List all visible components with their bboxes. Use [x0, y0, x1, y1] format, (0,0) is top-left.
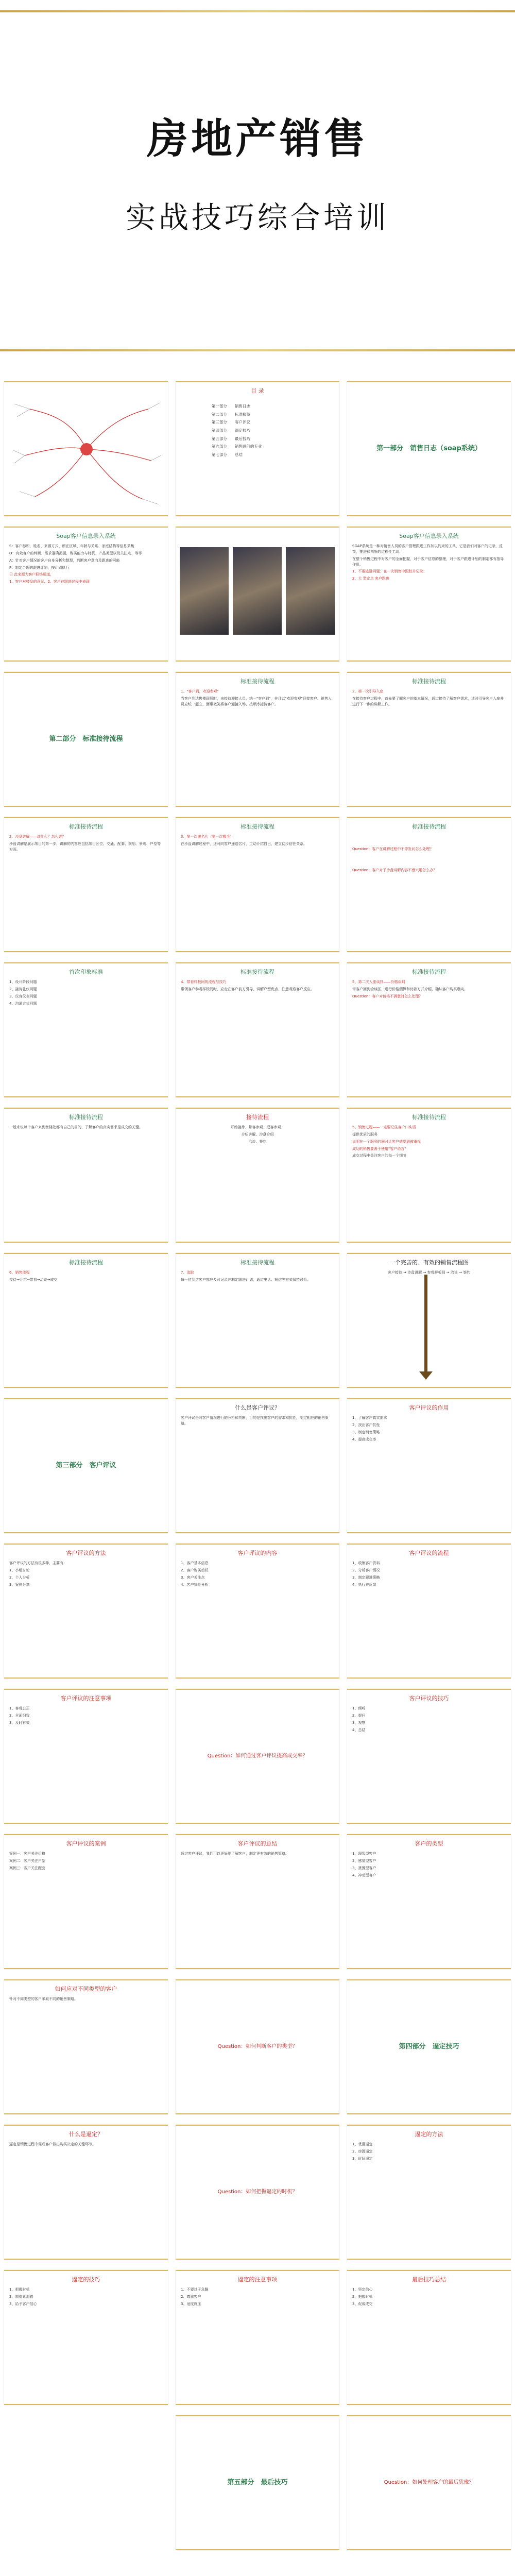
slide-row — [4, 2270, 511, 2405]
slide-text: 2、感情型客户 — [352, 1858, 376, 1863]
slide-text: 针对不同类型的客户采取不同的销售策略。 — [9, 1997, 78, 2002]
slide-text: 开始接待、带客参观、逛客参观、 — [230, 1125, 285, 1130]
slide-section-2 — [4, 672, 168, 807]
slide-title: 最后技巧总结 — [412, 2276, 446, 2283]
slide-text: 1、客观公正 — [9, 1706, 30, 1711]
slide-text: 4、执行并反馈 — [352, 1582, 376, 1587]
slide-flow-summary — [176, 1108, 339, 1243]
question-text: Question：如何通过客户评议提高成交率？ — [207, 1753, 308, 1759]
slide-toc — [176, 381, 339, 516]
slide-text: 1、设计阶段问题 — [9, 980, 37, 985]
slide-section-4 — [347, 1979, 511, 2114]
question-text: Question：客户对于沙盘讲解内容不感兴趣怎么办？ — [352, 868, 437, 872]
slide-question-4 — [347, 2415, 511, 2550]
toc-item: 第六部分 销售顾问的专业 — [212, 444, 262, 449]
toc-item: 第四部分 逼定技巧 — [212, 428, 250, 433]
slide-photos — [176, 527, 339, 662]
slide-reception-9 — [347, 1108, 511, 1243]
slide-text: 每一位到访客户都应及时记录并制定跟进计划，通过电话、短信等方式保持联系。 — [181, 1277, 311, 1282]
slide-text: 2、分析客户情况 — [352, 1568, 380, 1572]
slide-text: 案例二：客户关注户型 — [9, 1858, 45, 1863]
slide-highlight: 日 此来源为客户联络通道， — [9, 572, 54, 577]
question-text: Question：如何处理客户的最后犹豫？ — [384, 2480, 474, 2486]
slide-text: 案例一：客户关注价格 — [9, 1852, 45, 1856]
slide-text: 2、房源逼定 — [352, 2149, 373, 2154]
slide-text: 3、犹豫型客户 — [352, 1866, 376, 1870]
slide-row — [4, 1253, 511, 1388]
slide-text: 1、理智型客户 — [352, 1852, 376, 1856]
slide-text: 3、适度施压 — [181, 2301, 201, 2306]
slide-section-1 — [347, 381, 511, 516]
question-text: Question：客户对价格不满意时怎么处理？ — [352, 994, 423, 998]
slide-text: 1、优惠逼定 — [352, 2142, 373, 2147]
slide-text: 3、制定跟进策略 — [352, 1575, 380, 1580]
slide-text: 洽谈、签约 — [248, 1139, 267, 1144]
slide-question-1 — [176, 1689, 339, 1824]
slide-title: 标准接待流程 — [412, 969, 446, 975]
slide-review-10 — [347, 1834, 511, 1969]
cover-title: 房地产销售 — [147, 115, 368, 163]
section-title: 第五部分 最后技巧 — [227, 2478, 288, 2486]
slide-row — [4, 1979, 511, 2114]
mindmap-diagram — [9, 388, 164, 510]
slide-text: 说明在一个服务的同时让客户感觉到被重视 — [352, 1139, 421, 1144]
slide-close-4 — [176, 2270, 339, 2405]
slide-review-1 — [176, 1398, 339, 1533]
slide-row — [4, 1398, 511, 1533]
cover-subtitle: 实战技巧综合培训 — [125, 200, 389, 235]
slide-reception-4 — [176, 817, 339, 952]
slide-text: 成功的销售要善于使用"客户语言" — [352, 1146, 406, 1151]
slide-reception-8 — [4, 1108, 168, 1243]
slide-text: 3、客户关注点 — [181, 1575, 205, 1580]
slide-title: 接待流程 — [246, 1114, 269, 1121]
slide-text: 4、总结 — [352, 1727, 366, 1732]
slide-text: O：有效客户的判断、需求准确把握，购买能力与时机、产品类型以及关注点、等等 — [9, 551, 142, 555]
slide-text: 逼定是销售过程中促成客户做出购买决定的关键环节。 — [9, 2142, 96, 2147]
slide-text: 1、倾听 — [352, 1706, 366, 1711]
slide-text: 4、带看样板间的流程与技巧 — [181, 980, 227, 985]
slide-text: 2、找出客户抗性 — [352, 1422, 380, 1427]
slide-title: Soap客户信息录入系统 — [399, 533, 459, 539]
slide-text: 4、提高成交率 — [352, 1437, 376, 1442]
slide-highlight: 1、客户对楼盘的意见、2、客户在跟进过程中表现 — [9, 580, 90, 584]
slide-title: 标准接待流程 — [241, 969, 274, 975]
toc-title: 目 录 — [251, 387, 264, 394]
toc-item: 第一部分 销售日志 — [212, 404, 250, 409]
slide-review-6 — [4, 1689, 168, 1824]
slide-flowchart — [347, 1253, 511, 1388]
slide-text: 2、接待礼仪问题 — [9, 987, 37, 991]
slide-text: 3、案例分享 — [9, 1582, 30, 1587]
slide-text: 6、销售流程 — [9, 1270, 30, 1275]
slide-text: 1、把握时机 — [9, 2287, 30, 2292]
slide-title: 逼定的技巧 — [72, 2276, 100, 2283]
slide-mindmap — [4, 381, 168, 516]
slide-text: 带客户回到洽谈区，进行价格测算和付款方式介绍，确认客户购买意向。 — [352, 987, 468, 991]
slide-text: 5、销售过程——一定要记住客户口头语 — [352, 1125, 416, 1130]
slide-text: 3、观察 — [352, 1720, 366, 1725]
slide-text: 2、客户购买动机 — [181, 1568, 209, 1572]
slide-title: 客户评议的方法 — [66, 1550, 106, 1556]
toc-item: 第五部分 最后技巧 — [212, 436, 250, 441]
slide-question-3 — [176, 2125, 339, 2260]
slide-text: 1、了解客户真实需求 — [352, 1416, 387, 1420]
slide-reception-10 — [4, 1253, 168, 1388]
slide-title: 标准接待流程 — [69, 823, 103, 830]
photo — [180, 547, 229, 635]
slide-highlight: 2、大 型定点 客户跟进 — [352, 577, 389, 581]
slide-title: 如何应对不同类型的客户 — [55, 1986, 117, 1992]
slide-text: 1、客户基本信息 — [181, 1561, 209, 1566]
slide-text: 在整个销售过程中对客户的全面把握，对于客户信息的整理，对于客户跟进计划的制定都有指导作用。 — [352, 556, 504, 567]
slide-title: 标准接待流程 — [69, 1259, 103, 1266]
slide-row — [4, 1108, 511, 1243]
slide-text: 2、把握时机 — [352, 2294, 373, 2299]
slide-close-5 — [347, 2270, 511, 2405]
slide-text: 接待→介绍→带看→洽谈→成交 — [9, 1277, 58, 1282]
photo — [233, 547, 282, 635]
slide-title: 客户的类型 — [415, 1840, 443, 1847]
slide-reception-11 — [176, 1253, 339, 1388]
toc-item: 第二部分 标准接待 — [212, 412, 250, 417]
slide-text: 3、促成成交 — [352, 2301, 373, 2306]
slide-review-5 — [347, 1544, 511, 1679]
slide-text: 在沙盘讲解过程中，适时向客户递送名片，主动介绍自己，建立初步信任关系。 — [181, 841, 307, 846]
slide-title: 客户评议的流程 — [409, 1550, 449, 1556]
slide-reception-2 — [347, 672, 511, 807]
slide-close-1 — [4, 2125, 168, 2260]
slide-text: 1、"客户到，欢迎参观" — [181, 689, 219, 694]
slide-review-2 — [347, 1398, 511, 1533]
section-title: 第三部分 客户评议 — [56, 1461, 116, 1469]
slide-row — [4, 527, 511, 662]
slide-row — [4, 962, 511, 1097]
slide-title: 逼定的方法 — [415, 2131, 443, 2138]
slide-text: 客户评议的方法有很多种，主要有： — [9, 1561, 67, 1566]
question-text: Question：客户在讲解过程中不停发问怎么处理？ — [352, 847, 434, 852]
slide-title: 首次印象标准 — [69, 969, 103, 975]
slide-text: A：针对客户情况的客户自身分析和整理，判断客户意向及跟进的可能 — [9, 558, 120, 563]
slide-text: P：制定合理的跟进计划，按计划执行 — [9, 565, 70, 570]
slide-text: 2、沙盘讲解——讲什么？怎么讲？ — [9, 835, 66, 839]
section-title: 第四部分 逼定技巧 — [399, 2042, 459, 2050]
slide-title: 什么是客户评议？ — [235, 1404, 280, 1411]
slide-title: 标准接待流程 — [412, 1114, 446, 1121]
slide-text: 当客户到达售楼现场时，由接待迎接人员，统一"客户到"，并且以"欢迎参观"迎接客户。销售人员应统一起立，面带微笑将客户迎接入场，按顺序接待客户。 — [181, 696, 332, 706]
slide-title: 客户评议的案例 — [66, 1840, 106, 1847]
slide-highlight: 1、不要逃避问题；在一次销售中跟踪并记录； — [352, 569, 427, 574]
slide-row — [4, 672, 511, 807]
slide-text: 带领客户参观样板间时，应走在客户前方引导，讲解户型优点，注意观察客户反应。 — [181, 987, 314, 991]
slide-row — [4, 1544, 511, 1679]
slide-title: 一个完善的、有效的销售流程图 — [389, 1259, 469, 1266]
slide-text: 3、第一次递名片（第一次握手） — [181, 835, 234, 839]
slide-text: 一般来说每个客户来到售楼处都有自己的目的，了解客户的真实需求是成交的关键。 — [9, 1125, 143, 1130]
slide-text: 成交过程中关注客户的每一个细节 — [352, 1154, 406, 1158]
slide-text: 在接待客户过程中，首先要了解客户的基本情况，通过接待了解客户需求，适时引导客户入座并进行下一步的讲解工作。 — [352, 696, 504, 706]
slide-text: 4、客户抗性分析 — [181, 1582, 209, 1587]
slide-review-7 — [347, 1689, 511, 1824]
section-title: 第二部分 标准接待流程 — [49, 735, 123, 743]
section-title: 第一部分 销售日志（soap系统） — [376, 444, 482, 452]
slide-first-impression — [4, 962, 168, 1097]
slide-text: 提供优质的服务 — [352, 1132, 377, 1137]
slide-text: 2、第一次引导入座 — [352, 689, 384, 694]
slide-text: 2、全面细致 — [9, 1713, 30, 1718]
slide-close-2 — [347, 2125, 511, 2260]
slide-reception-5 — [347, 817, 511, 952]
slide-text: 3、时间逼定 — [352, 2156, 373, 2161]
slide-row — [4, 817, 511, 952]
slide-row — [4, 1689, 511, 1824]
slide-text: 3、仪容仪表问题 — [9, 994, 37, 998]
slide-reception-7 — [347, 962, 511, 1097]
question-text: Question：如何判断客户的类型？ — [217, 2044, 298, 2050]
slide-reception-1 — [176, 672, 339, 807]
slide-text: 案例三：客户关注配套 — [9, 1866, 45, 1870]
slide-title: 标准接待流程 — [241, 678, 274, 685]
cover-slide — [0, 0, 515, 363]
slide-close-3 — [4, 2270, 168, 2405]
slide-section-5 — [176, 2415, 339, 2550]
photo — [286, 547, 335, 635]
toc-item: 第七部分 总结 — [212, 452, 243, 457]
slide-soap-1 — [4, 527, 168, 662]
slide-text: 客户评议是对客户情况进行的分析和判断，目的是找出客户的需求和抗性，制定相应的销售策略。 — [181, 1416, 329, 1426]
slide-review-3 — [4, 1544, 168, 1679]
slide-text: 2、制造紧迫感 — [9, 2294, 33, 2299]
slide-title: 什么是逼定？ — [69, 2131, 103, 2138]
toc-item: 第三部分 客户评议 — [212, 420, 250, 425]
slide-reception-6 — [176, 962, 339, 1097]
slide-text: 4、冲动型客户 — [352, 1873, 376, 1877]
slide-text: S：客户标识，姓名、来源方式、所在区域、年龄与关系、家庭结构等信息采集 — [9, 544, 134, 549]
slide-title: 标准接待流程 — [412, 823, 446, 830]
down-arrow-icon — [424, 1275, 427, 1372]
slide-row — [4, 381, 511, 516]
slide-title: 标准接待流程 — [241, 823, 274, 830]
slide-title: 标准接待流程 — [69, 1114, 103, 1121]
slide-text: 3、给予客户信心 — [9, 2301, 37, 2306]
slide-review-8 — [4, 1834, 168, 1969]
slide-title: 客户评议的总结 — [237, 1840, 278, 1847]
slide-title: 客户评议的技巧 — [409, 1695, 449, 1702]
slide-text: 1、坚定信心 — [352, 2287, 373, 2292]
slide-text: 5、第二次入座谈判——价格谈判 — [352, 980, 405, 985]
slide-review-4 — [176, 1544, 339, 1679]
slide-reception-3 — [4, 817, 168, 952]
slide-title: 标准接待流程 — [241, 1259, 274, 1266]
slide-question-2 — [176, 1979, 339, 2114]
gold-divider — [0, 10, 515, 12]
question-text: Question：如何把握逼定的时机？ — [217, 2189, 298, 2195]
slide-review-9 — [176, 1834, 339, 1969]
slide-review-11 — [4, 1979, 168, 2114]
slide-title: 客户评议的作用 — [409, 1404, 449, 1411]
slide-text: 1、收集客户资料 — [352, 1561, 380, 1566]
slide-text: 沙盘讲解是展示项目的第一步，讲解的内容应包括项目区位、交通、配套、规划、景观、户型等方面。 — [9, 841, 161, 852]
slide-text: 2、提问 — [352, 1713, 366, 1718]
slide-title: Soap客户信息录入系统 — [56, 533, 116, 539]
slide-row — [4, 2415, 511, 2550]
slide-text: 2、个人分析 — [9, 1575, 30, 1580]
slide-text: SOAP系统是一种对销售人员的客户管理跟进工作加以约束的工具，它是我们对客户的记录，反馈，推进和判断的过程性工具； — [352, 544, 503, 554]
gold-divider — [0, 349, 515, 351]
slide-text: 3、制定销售策略 — [352, 1430, 380, 1434]
slide-text: 7、追踪 — [181, 1270, 194, 1275]
slide-text: 客户接待 → 沙盘讲解 → 参观样板间 → 洽谈 → 签约 — [387, 1270, 471, 1275]
slide-text: 2、尊重客户 — [181, 2294, 201, 2299]
slide-title: 逼定的注意事项 — [237, 2276, 278, 2283]
slide-title: 客户评议的内容 — [237, 1550, 278, 1556]
slide-section-3 — [4, 1398, 168, 1533]
slide-soap-2 — [347, 527, 511, 662]
slide-text: 1、不要过于急躁 — [181, 2287, 209, 2292]
slide-row — [4, 1834, 511, 1969]
slide-text: 通过客户评议，我们可以更好地了解客户，制定更有效的销售策略。 — [181, 1852, 289, 1856]
slide-text: 1、小组讨论 — [9, 1568, 30, 1572]
slide-title: 标准接待流程 — [412, 678, 446, 685]
slide-title: 客户评议的注意事项 — [60, 1695, 112, 1702]
slide-text: 介绍讲解、沙盘介绍 — [241, 1132, 274, 1137]
slide-text: 3、及时有效 — [9, 1720, 30, 1725]
slide-row — [4, 2125, 511, 2260]
slide-text: 4、沟通方式问题 — [9, 1001, 37, 1006]
